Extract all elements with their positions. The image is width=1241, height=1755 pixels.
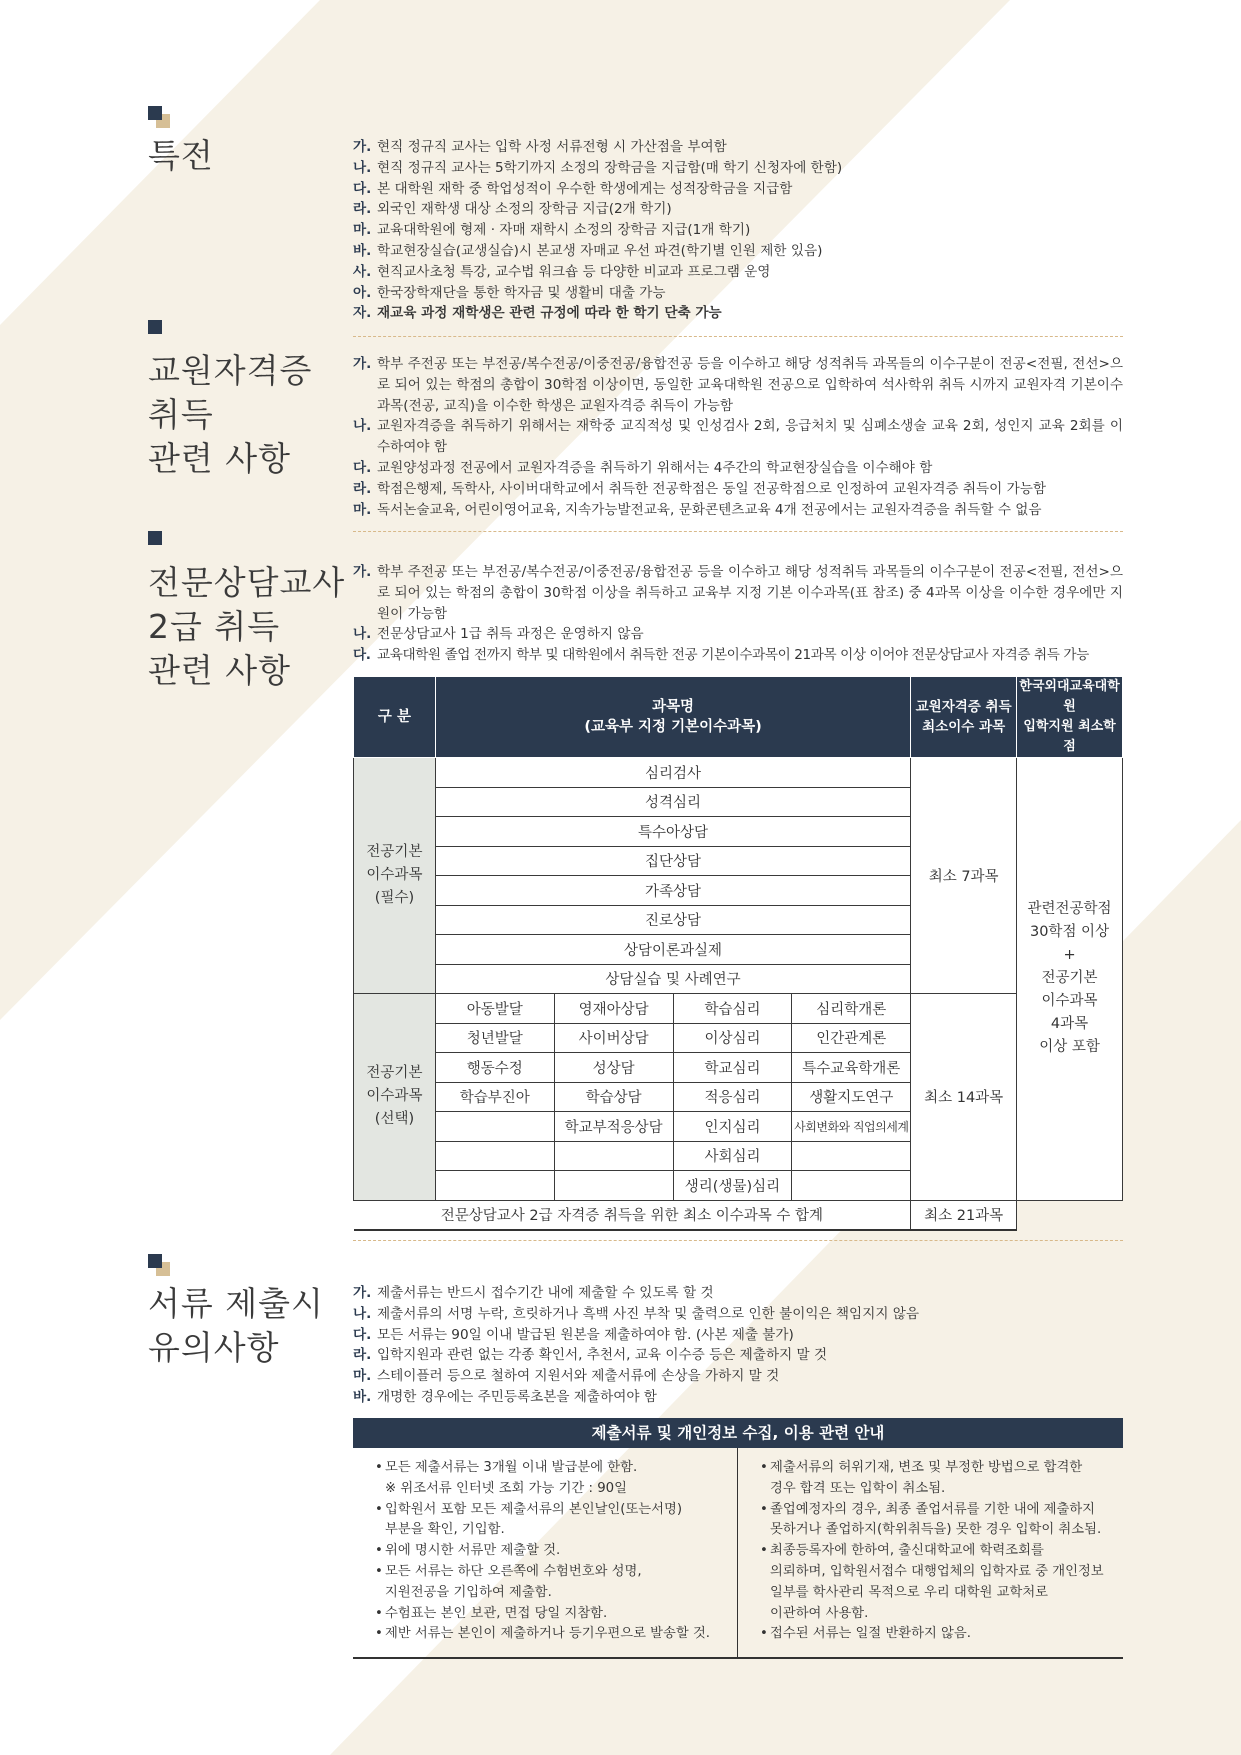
list-item: 가. 학부 주전공 또는 부전공/복수전공/이중전공/융합전공 등을 이수하고 해당 성적취득 과목들의 이수구분이 전공<전필, 전선>으로 되어 있는 학점의 총합이 30학점 이상을 취득하고 교육부 지정 기본 이수과목(표 참조) 중 4과목 이상을 이수한 경우에만 지원이 가능함 xyxy=(353,564,1123,622)
list-item: 바. 개명한 경우에는 주민등록초본을 제출하여야 함 xyxy=(353,1388,657,1405)
notice-body xyxy=(353,1448,1123,1659)
notice-item: • 위에 명시한 서류만 제출할 것. xyxy=(375,1541,727,1562)
list-item: 마. 스테이플러 등으로 철하여 지원서와 제출서류에 손상을 가하지 말 것 xyxy=(353,1368,780,1385)
section-title-document-notes: 서류 제출시 유의사항 xyxy=(148,1284,324,1367)
subject-cell: 인지심리 xyxy=(673,1112,792,1142)
notice-title: 제출서류 및 개인정보 수집, 이용 관련 안내 xyxy=(353,1418,1123,1448)
subject-cell: 심리검사 xyxy=(435,758,910,788)
subject-cell: 성격심리 xyxy=(435,787,910,817)
notice-item: • 입학원서 포함 모든 제출서류의 본인날인(또는서명) 부분을 확인, 기입함. xyxy=(375,1500,727,1542)
header-subject: 과목명 (교육부 지정 기본이수과목) xyxy=(435,677,910,758)
subject-cell: 영재아상담 xyxy=(554,994,673,1024)
subject-cell: 학습상담 xyxy=(554,1082,673,1112)
total-min-cell: 최소 21과목 xyxy=(911,1200,1017,1230)
required-min-cell: 최소 7과목 xyxy=(911,758,1017,994)
list-item: 바. 학교현장실습(교생실습)시 본교생 자매교 우선 파견(학기별 인원 제한 있음) xyxy=(353,242,823,259)
subject-cell xyxy=(435,1112,554,1142)
subject-cell: 상담이론과실제 xyxy=(435,935,910,965)
counselor-list xyxy=(353,562,1123,666)
section-title-teacher-license: 교원자격증 취득 관련 사항 xyxy=(148,351,313,478)
section-icon xyxy=(148,106,170,128)
header-univ-min-credits: 한국외대교육대학원 입학지원 최소학점 xyxy=(1017,677,1123,758)
subject-cell: 적응심리 xyxy=(673,1082,792,1112)
subject-cell: 사이버상담 xyxy=(554,1023,673,1053)
subject-cell: 생리(생물)심리 xyxy=(673,1171,792,1201)
subject-cell: 학교부적응상담 xyxy=(554,1112,673,1142)
notice-left-column xyxy=(353,1448,738,1657)
list-item: 가. 제출서류는 반드시 접수기간 내에 제출할 수 있도록 할 것 xyxy=(353,1285,714,1301)
list-item: 나. 전문상담교사 1급 취득 과정은 운영하지 않음 xyxy=(353,626,644,643)
header-category: 구 분 xyxy=(354,677,436,758)
table-row xyxy=(354,994,1123,1024)
notice-item: • 접수된 서류는 일절 반환하지 않음. xyxy=(760,1624,1113,1645)
subject-cell xyxy=(435,1141,554,1171)
header-min-courses: 교원자격증 취득 최소이수 과목 xyxy=(911,677,1017,758)
list-item: 가. 학부 주전공 또는 부전공/복수전공/이중전공/융합전공 등을 이수하고 해당 성적취득 과목들의 이수구분이 전공<전필, 전선>으로 되어 있는 학점의 총합이 30학점 이상이면, 동일한 교육대학원 전공으로 입학하여 석사학위 취득 시까지 교원자격 기본이수과목(전공, 교직)을 이수한 학생은 교원자격증 취득이 가능함 xyxy=(353,356,1123,414)
section-divider xyxy=(353,531,1123,532)
list-item: 마. 독서논술교육, 어린이영어교육, 지속가능발전교육, 문화콘텐츠교육 4개 전공에서는 교원자격증을 취득할 수 없음 xyxy=(353,501,1042,518)
list-item: 가. 현직 정규직 교사는 입학 사정 서류전형 시 가산점을 부여함 xyxy=(353,139,727,155)
list-item: 사. 현직교사초청 특강, 교수법 워크숍 등 다양한 비교과 프로그램 운영 xyxy=(353,263,771,280)
subject-cell: 사회변화와 직업의세계 xyxy=(792,1112,911,1142)
subject-cell: 아동발달 xyxy=(435,994,554,1024)
notice-right-column xyxy=(738,1448,1123,1657)
subject-cell: 가족상담 xyxy=(435,876,910,906)
table-header-row xyxy=(354,677,1123,758)
privacy-notice-box xyxy=(353,1418,1123,1659)
list-item: 라. 입학지원과 관련 없는 각종 확인서, 추천서, 교육 이수증 등은 제출하지 말 것 xyxy=(353,1347,828,1364)
subject-cell: 사회심리 xyxy=(673,1141,792,1171)
section-icon xyxy=(148,531,170,553)
list-item: 나. 교원자격증을 취득하기 위해서는 재학중 교직적성 및 인성검사 2회, 응급처치 및 심폐소생술 교육 2회, 성인지 교육 2회를 이수하여야 함 xyxy=(353,418,1123,456)
category-required: 전공기본 이수과목 (필수) xyxy=(354,758,436,994)
subject-cell: 인간관계론 xyxy=(792,1023,911,1053)
subject-cell xyxy=(435,1171,554,1201)
section-title-benefits: 특전 xyxy=(148,136,214,175)
subject-cell: 특수교육학개론 xyxy=(792,1053,911,1083)
section-title-counselor: 전문상담교사 2급 취득 관련 사항 xyxy=(148,563,346,690)
list-item: 나. 현직 정규직 교사는 5학기까지 소정의 장학금을 지급함(매 학기 신청자에 한함) xyxy=(353,159,843,176)
list-item: 다. 본 대학원 재학 중 학업성적이 우수한 학생에게는 성적장학금을 지급함 xyxy=(353,180,793,197)
list-item: 라. 학점은행제, 독학사, 사이버대학교에서 취득한 전공학점은 동일 전공학점으로 인정하여 교원자격증 취득이 가능함 xyxy=(353,480,1047,497)
table-total-row xyxy=(354,1200,1123,1230)
section-divider xyxy=(353,1240,1123,1241)
notice-item: • 졸업예정자의 경우, 최종 졸업서류를 기한 내에 제출하지 못하거나 졸업하지(학위취득을) 못한 경우 입학이 취소됨. xyxy=(760,1500,1113,1542)
subject-cell: 학습부진아 xyxy=(435,1082,554,1112)
notice-item: • 제반 서류는 본인이 제출하거나 등기우편으로 발송할 것. xyxy=(375,1624,727,1645)
list-item: 아. 한국장학재단을 통한 학자금 및 생활비 대출 가능 xyxy=(353,284,666,301)
benefits-list xyxy=(353,137,1123,324)
list-item: 다. 교육대학원 졸업 전까지 학부 및 대학원에서 취득한 전공 기본이수과목이 21과목 이상 이어야 전문상담교사 자격증 취득 가능 xyxy=(353,647,1089,664)
subject-cell: 심리학개론 xyxy=(792,994,911,1024)
subject-cell xyxy=(792,1141,911,1171)
elective-min-cell: 최소 14과목 xyxy=(911,994,1017,1201)
subject-cell: 집단상담 xyxy=(435,846,910,876)
subject-cell: 이상심리 xyxy=(673,1023,792,1053)
subject-cell: 청년발달 xyxy=(435,1023,554,1053)
subject-cell: 진로상담 xyxy=(435,905,910,935)
document-notes-list xyxy=(353,1283,1123,1408)
subject-cell: 성상담 xyxy=(554,1053,673,1083)
list-item: 나. 제출서류의 서명 누락, 흐릿하거나 흑백 사진 부착 및 출력으로 인한 불이익은 책임지지 않음 xyxy=(353,1305,920,1322)
subject-cell: 행동수정 xyxy=(435,1053,554,1083)
subject-cell xyxy=(554,1171,673,1201)
subject-cell: 학교심리 xyxy=(673,1053,792,1083)
list-item: 라. 외국인 재학생 대상 소정의 장학금 지급(2개 학기) xyxy=(353,201,672,218)
subject-cell xyxy=(554,1141,673,1171)
section-divider xyxy=(353,336,1123,337)
list-item: 마. 교육대학원에 형제 · 자매 재학시 소정의 장학금 지급(1개 학기) xyxy=(353,222,751,239)
notice-item: • 모든 제출서류는 3개월 이내 발급분에 한함. ※ 위조서류 인터넷 조회 가능 기간 : 90일 xyxy=(375,1458,727,1500)
subject-cell: 학습심리 xyxy=(673,994,792,1024)
univ-min-credits-cell: 관련전공학점 30학점 이상 + 전공기본 이수과목 4과목 이상 포함 xyxy=(1017,758,1123,1201)
total-label: 전문상담교사 2급 자격증 취득을 위한 최소 이수과목 수 합계 xyxy=(354,1200,911,1230)
list-item: 다. 모든 서류는 90일 이내 발급된 원본을 제출하여야 함. (사본 제출 불가) xyxy=(353,1326,794,1343)
subject-cell: 생활지도연구 xyxy=(792,1082,911,1112)
table-row xyxy=(354,758,1123,788)
category-elective: 전공기본 이수과목 (선택) xyxy=(354,994,436,1201)
teacher-license-list xyxy=(353,354,1123,520)
section-icon xyxy=(148,1254,170,1276)
notice-item: • 수험표는 본인 보관, 면접 당일 지참함. xyxy=(375,1604,727,1625)
subject-cell: 상담실습 및 사례연구 xyxy=(435,964,910,994)
section-icon xyxy=(148,320,170,342)
notice-item: • 제출서류의 허위기재, 변조 및 부정한 방법으로 합격한 경우 합격 또는 입학이 취소됨. xyxy=(760,1458,1113,1500)
subject-cell xyxy=(792,1171,911,1201)
list-item: 다. 교원양성과정 전공에서 교원자격증을 취득하기 위해서는 4주간의 학교현장실습을 이수해야 함 xyxy=(353,459,933,476)
counselor-subject-table xyxy=(353,676,1123,1231)
list-item: 자. 재교육 과정 재학생은 관련 규정에 따라 한 학기 단축 가능 xyxy=(353,305,722,322)
notice-item: • 모든 서류는 하단 오른쪽에 수험번호와 성명, 지원전공을 기입하여 제출함. xyxy=(375,1562,727,1604)
notice-item: • 최종등록자에 한하여, 출신대학교에 학력조회를 의뢰하며, 입학원서접수 대행업체의 입학자료 중 개인정보 일부를 학사관리 목적으로 우리 대학원 교학처로 이관하여 사용함. xyxy=(760,1541,1113,1624)
subject-cell: 특수아상담 xyxy=(435,817,910,847)
